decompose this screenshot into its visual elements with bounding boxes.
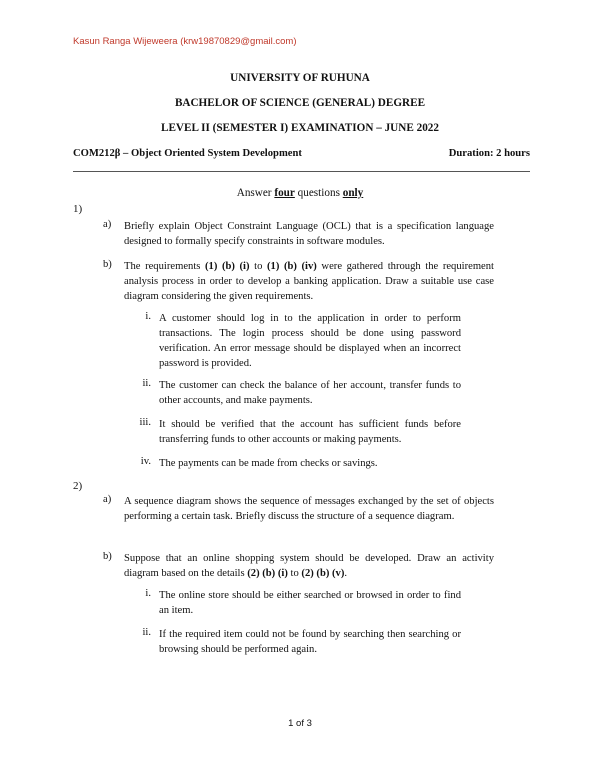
- q1-part-b-label: b): [103, 259, 112, 270]
- q1-sub-text: The customer can check the balance of her account, transfer funds to other accounts, and make payments.: [159, 380, 461, 406]
- q1-sub-label: ii.: [142, 378, 151, 389]
- q1-sub-text: The payments can be made from checks or savings.: [159, 458, 378, 469]
- q2-sub-text: If the required item could not be found by searching then searching or browsing should be performed again.: [159, 629, 461, 655]
- watermark-text: Kasun Ranga Wijeweera (krw19870829@gmail.com): [73, 36, 297, 47]
- q2-part-b-label: b): [103, 551, 112, 562]
- course-code: COM212β – Object Oriented System Development: [73, 148, 302, 159]
- q2-part-a-text: A sequence diagram shows the sequence of messages exchanged by the set of objects performing a certain task. Briefly discuss the structure of a sequence diagram.: [124, 496, 494, 522]
- page-number: 1 of 3: [288, 718, 312, 729]
- q1-sub-label: iv.: [140, 456, 151, 467]
- q1-sub-text: A customer should log in to the application in order to perform transactions. The login process should be done using password verification. An error message should be displayed when an incorrect password is provided.: [159, 313, 461, 369]
- q1-part-b-text: The requirements (1) (b) (i) to (1) (b) (iv) were gathered through the requirement analysis process in order to develop a banking application. Draw a suitable use case diagram considering the given requirements.: [124, 261, 494, 302]
- q1-sub-label: iii.: [139, 417, 151, 428]
- question-2-number: 2): [73, 480, 83, 492]
- exam-instruction: Answer four questions only: [236, 187, 364, 199]
- q1-sub-label: i.: [145, 311, 151, 322]
- q2-sub-label: ii.: [142, 627, 151, 638]
- q1-part-a-label: a): [103, 219, 112, 230]
- q2-sub-text: The online store should be either searched or browsed in order to find an item.: [159, 590, 461, 616]
- university-title: UNIVERSITY OF RUHUNA: [230, 72, 370, 84]
- q1-part-a-text: Briefly explain Object Constraint Language (OCL) that is a specification language designed to formally specify constraints in software modules.: [124, 221, 494, 247]
- exam-duration: Duration: 2 hours: [448, 148, 530, 159]
- q2-part-b-text: Suppose that an online shopping system should be developed. Draw an activity diagram based on the details (2) (b) (i) to (2) (b) (v).: [124, 553, 494, 579]
- q1-sub-text: It should be verified that the account has sufficient funds before transferring funds to other accounts or making payments.: [159, 419, 461, 445]
- exam-title: LEVEL II (SEMESTER I) EXAMINATION – JUNE 2022: [161, 122, 439, 134]
- q2-sub-label: i.: [145, 588, 151, 599]
- q2-part-a-label: a): [103, 494, 112, 505]
- question-1-number: 1): [73, 203, 83, 215]
- header-divider: [73, 171, 530, 172]
- degree-title: BACHELOR OF SCIENCE (GENERAL) DEGREE: [174, 97, 426, 109]
